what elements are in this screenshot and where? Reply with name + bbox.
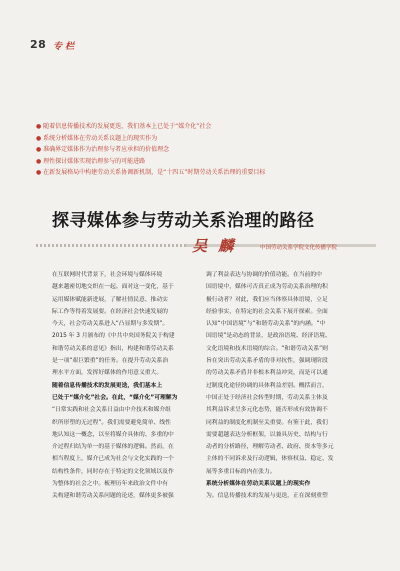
body-text-line: 调了利益表达与协调的价值功能。在当前的中 (206, 272, 322, 278)
page-number: 28 (30, 38, 47, 51)
body-column-left (52, 269, 197, 503)
body-text-line: 中国正处于经济社会转型时期，劳动关系主体及 (206, 394, 328, 401)
body-text-line: 文化语境和技术语境的综合。“和谐劳动关系”则 (206, 345, 328, 352)
article-title: 探寻媒体参与劳动关系治理的路径 (52, 211, 315, 231)
body-text-line: 理水平方面，发挥好媒体的作用意义重大。 (52, 370, 163, 377)
body-text-line: 其利益诉求呈多元化态势，能否形成有效协调不 (206, 407, 328, 414)
author-affiliation: 中国劳动关系学院文化传播学院 (260, 245, 338, 251)
body-text-line: 介过程归结为单一的基于媒体的逻辑。然而，在 (52, 444, 174, 451)
body-text-line: “日常实践和社会关系日益由中介技术和媒介组 (52, 407, 171, 414)
key-point: ● 准确界定媒体作为治理参与者应承担的价值理念 (36, 146, 170, 154)
key-point: ● 理性探讨媒体实现治理参与的可能进路 (36, 157, 146, 165)
body-text-line: 旨在突出劳动关系矛盾的非对抗性，强调现阶段 (206, 358, 328, 365)
divider-dotted-stripe (36, 244, 186, 247)
body-text-line: 织所形塑的无过程”。我们需要避免简单、线性 (52, 419, 171, 426)
body-text-line: 地认知这一概念，以至将媒介具体的、多重的中 (52, 431, 174, 438)
body-text-line: 主体的不同诉求及行动逻辑，体察权益、稳定、发 (206, 456, 334, 463)
author-name: 吴 麟 (192, 237, 237, 255)
body-text-line: 动者的分析路径，理解劳动者、政府、资本等多元 (206, 444, 334, 451)
section-label: 专 栏 (53, 42, 75, 52)
key-point: ● 随着信息传播技术的发展更迭，我们基本上已处于“媒介化”社会 (36, 123, 212, 131)
body-text-line: 的劳动关系矛盾并非根本利益冲突，而是可以通 (206, 370, 328, 377)
body-text-line: 国语境”是动态的背景，是政治语境、经济语境、 (206, 333, 331, 340)
body-text-line: 认知“中国语境”与“和谐劳动关系”的内涵。“中 (206, 321, 326, 328)
key-points-list (36, 120, 376, 178)
body-text-line: 越来越密切地交织在一起。面对这一变化，基于 (52, 284, 174, 291)
body-text-line: 同利益的制度化机制至关重要。有鉴于此，我们 (206, 419, 328, 426)
body-text-line: 为。信息传播技术的发展与更迭，正在深刻重塑 (206, 493, 328, 500)
key-point: ● 在新发展格局中构建劳动关系协调新机制，是“十四五”时期劳动关系治理的重要目标 (36, 169, 266, 177)
body-text-line: 运用媒体赋能新进展，了解社情民意、推动实 (52, 296, 168, 303)
body-text-line: 为整体的社会之中。梳理历年来政治文件中有 (52, 481, 168, 488)
body-text-line: 2015 年 3 月颁布的《中共中央国务院关于构建 (52, 333, 175, 340)
body-text-line: 是一项“艰巨繁重”的任务。在提升劳动关系治 (52, 358, 169, 365)
body-text-line: 随着信息传播技术的发展更迭，我们基本上 (52, 382, 163, 389)
body-text-line: 展等多重目标的内在张力。 (206, 468, 276, 475)
body-text-line: 经验事实，在特定的社会关系下展开探索。全面 (206, 308, 328, 315)
key-point: ● 系统分析媒体在劳动关系议题上的现实作为 (36, 134, 158, 142)
body-text-line: 国语境中，媒体可否真正成为劳动关系治理的积 (206, 284, 328, 291)
body-text-line: 今天，社会劳动关系进入“凸显期与多发期”。 (52, 321, 169, 328)
body-text-line: 系统分析媒体在劳动关系议题上的现实作 (206, 481, 311, 488)
body-column-right (206, 269, 351, 503)
body-text-line: 已处于“媒介化”社会。在此，“媒介化”可理解为 (52, 394, 178, 401)
body-text-line: 需要超越表达分析框架，以兼具历史、结构与行 (206, 431, 328, 438)
body-text-line: 极行动者？对此，我们应当体察具体语境，立足 (206, 296, 328, 303)
body-text-line: 际工作等得着发展要。在经济社会快速发展的 (52, 308, 168, 315)
body-text-line: 关构建和谐劳动关系问题的论述，媒体更多被强 (52, 493, 174, 500)
body-text-line: 和谐劳动关系的意见》指出，构建和谐劳动关系 (52, 345, 174, 352)
body-text-line: 过制度化途径协调的具体利益差别。概括而言， (206, 382, 328, 389)
body-text-line: 在互联网时代背景下，社会环境与媒体环境 (52, 272, 163, 278)
body-text-line: 相当程度上，媒介已成为社会与文化实践的一个 (52, 456, 174, 463)
body-text-line: 结构性条件，同时存在于特定的文化领域以及作 (52, 468, 174, 475)
